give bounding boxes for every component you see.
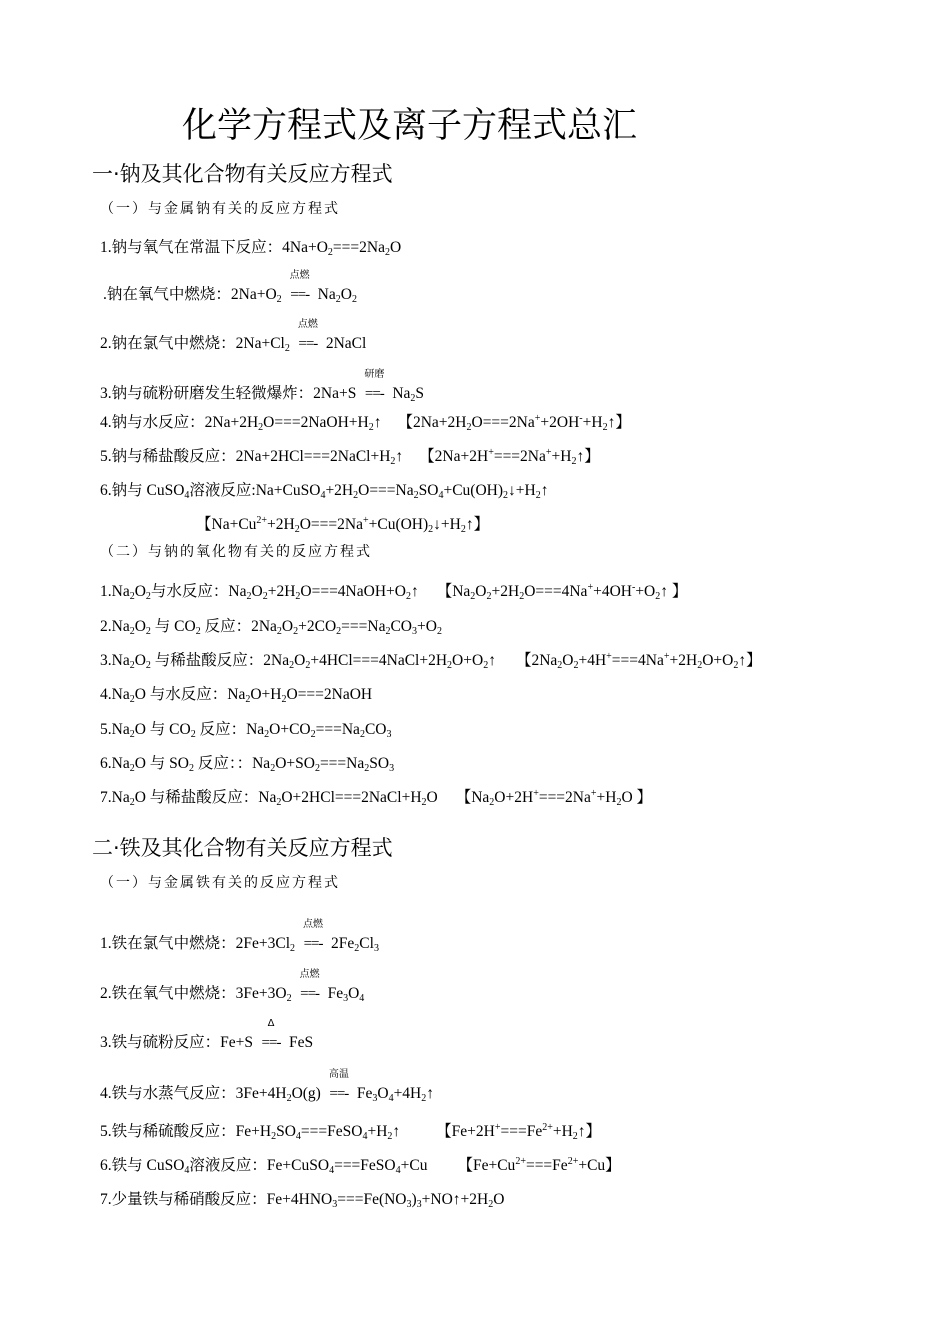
equation-line: 1.钠与氧气在常温下反应：$4Na+O_2===2Na_2O$ [100,239,402,258]
equation-line: $5.Na_2O$ 与 $CO_2$ 反应：$Na_2O+CO_2===Na_2CO_3$ [100,721,392,740]
subsection-iron-metal: （一）与金属铁有关的反应方程式 [100,875,340,891]
equation-line: 7.少量铁与稀硝酸反应：$Fe+4HNO_3===Fe(NO_3)_3+NO↑+2H_2O$ [100,1191,505,1210]
equation-line: $1.Na_2O_2$与水反应：$Na_2O_2+2H_2O===4NaOH+O_2↑$ 【$Na_2O_2+2H_2O===4Na^++4OH^-+O_2↑$ 】 [100,582,688,602]
equation-line: 2.钠在氯气中燃烧：$2Na+Cl_2$ 点燃 ==- 2NaCl [100,319,367,354]
equation-line: $4.Na_2O$ 与水反应：$Na_2O+H_2O===2NaOH$ [100,686,373,705]
section-heading-sodium: 一·钠及其化合物有关反应方程式 [92,162,393,186]
equation-line: 5.铁与稀硫酸反应：$Fe+H_2SO_4===FeSO_4+H_2↑$ 【$Fe+2H^+===Fe^{2+}+H_2↑$】 [100,1122,602,1142]
equation-line: 3.钠与硫粉研磨发生轻微爆炸：2Na+S 研磨 ==- $Na_2S$ [100,369,425,404]
equation-line: 4.钠与水反应：$2Na+2H_2O===2NaOH+H_2↑$ 【$2Na+2H_2O===2Na^++2OH^-+H_2↑$】 [100,413,631,433]
equation-line: 5.钠与稀盐酸反应：$2Na+2HCl===2NaCl+H_2↑$ 【$2Na+2H^+===2Na^++H_2↑$】 [100,447,600,467]
reaction-condition: 高温 ==- [328,1069,349,1102]
equation-line: $6.Na_2O$ 与 $SO_2$ 反应：：$Na_2O+SO_2===Na_2SO_3$ [100,755,395,774]
equation-line: 2.铁在氧气中燃烧：$3Fe+3O_2$ 点燃 ==- $Fe_3O_4$ [100,969,365,1004]
subsection-sodium-metal: （一）与金属钠有关的反应方程式 [100,201,340,217]
equation-line: 6.铁与 CuSO$_4$溶液反应：Fe+CuSO$_4$===FeSO$_4$+Cu 【$Fe+Cu^{2+}===Fe^{2+}+Cu$】 [100,1156,621,1176]
subsection-sodium-oxide: （二）与钠的氧化物有关的反应方程式 [100,544,372,560]
equation-line: $2.Na_2O_2$ 与 $CO_2$ 反应：$2Na_2O_2+2CO_2===Na_2CO_3+O_2$ [100,618,442,637]
reaction-condition: Δ ==- [261,1018,281,1051]
page-title: 化学方程式及离子方程式总汇 [182,106,638,146]
reaction-condition: 点燃 ==- [289,270,310,303]
equation-line: 3.铁与硫粉反应：Fe+S Δ ==- FeS [100,1018,314,1051]
reaction-condition: 点燃 ==- [297,319,318,352]
reaction-condition: 点燃 ==- [303,919,324,952]
equation-line: 4.铁与水蒸气反应：$3Fe+4H_2O(g)$ 高温 ==- $Fe_3O_4+4H_2↑$ [100,1069,434,1104]
equation-line: 1.铁在氯气中燃烧：$2Fe+3Cl_2$ 点燃 ==- $2Fe_2Cl_3$ [100,919,379,954]
ionic-equation-line: 【$Na+Cu^{2+}+2H_2O===2Na^++Cu(OH)_2↓+H_2↑$】 [196,515,490,535]
equation-line: .钠在氧气中燃烧：$2Na+O_2$ 点燃 ==- $Na_2O_2$ [103,270,357,305]
equation-line: 6.钠与 CuSO$_4$溶液反应$:Na+CuSO_4+2H_2O===Na_2SO_4+Cu(OH)_2↓+H_2↑$ [100,482,549,501]
section-heading-iron: 二·铁及其化合物有关反应方程式 [92,836,393,860]
equation-line: $3.Na_2O_2$ 与稀盐酸反应：$2Na_2O_2+4HCl===4NaCl+2H_2O+O_2↑$ 【$2Na_2O_2+4H^+===4Na^++2H_2O+O_2↑$】 [100,651,762,671]
equation-line: $7.Na_2O$ 与稀盐酸反应：$Na_2O+2HCl===2NaCl+H_2O$ 【$Na_2O+2H^+===2Na^++H_2O$ 】 [100,788,653,808]
reaction-condition: 点燃 ==- [299,969,320,1002]
reaction-condition: 研磨 ==- [364,369,385,402]
